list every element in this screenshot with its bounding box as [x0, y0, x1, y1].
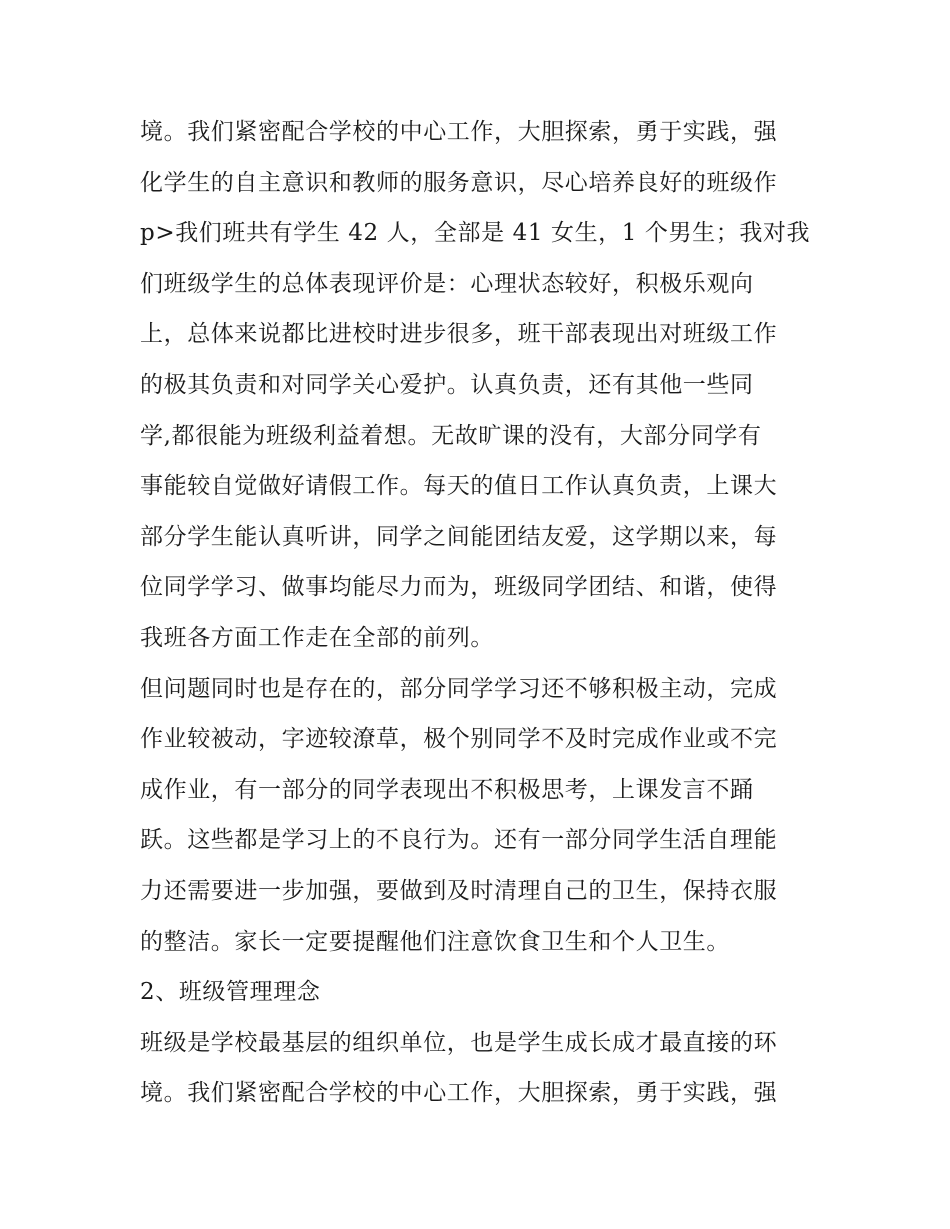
text-line: 的极其负责和对同学关心爱护。认真负责，还有其他一些同: [140, 371, 754, 398]
text-line: 成作业，有一部分的同学表现出不积极思考，上课发言不踊: [140, 776, 754, 803]
text-line: 的整洁。家长一定要提醒他们注意饮食卫生和个人卫生。: [140, 928, 730, 955]
text-line: 境。我们紧密配合学校的中心工作，大胆探索，勇于实践，强: [140, 119, 778, 145]
text-line: 力还需要进一步加强，要做到及时清理自己的卫生，保持衣服: [140, 877, 778, 904]
text-line: 部分学生能认真听讲，同学之间能团结友爱，这学期以来，每: [140, 523, 778, 550]
text-line: 境。我们紧密配合学校的中心工作，大胆探索，勇于实践，强: [140, 1080, 778, 1107]
section-heading: 2、班级管理理念: [140, 979, 321, 1006]
text-line: 位同学学习、做事均能尽力而为，班级同学团结、和谐，使得: [140, 574, 778, 601]
text-line: 化学生的自主意识和教师的服务意识，尽心培养良好的班级作: [140, 169, 778, 196]
text-line: 学,都很能为班级利益着想。无故旷课的没有，大部分同学有: [140, 422, 762, 449]
document-body: [140, 107, 812, 1119]
text-line: 但问题同时也是存在的，部分同学学习还不够积极主动，完成: [140, 675, 778, 702]
text-line: 跃。这些都是学习上的不良行为。还有一部分同学生活自理能: [140, 827, 778, 854]
text-line: 事能较自觉做好请假工作。每天的值日工作认真负责，上课大: [140, 473, 778, 500]
text-line: 上，总体来说都比进校时进步很多，班干部表现出对班级工作: [140, 321, 778, 348]
text-line: p>我们班共有学生 42 人，全部是 41 女生，1 个男生；我对我: [140, 220, 811, 247]
text-line: 们班级学生的总体表现评价是：心理状态较好，积极乐观向: [140, 270, 754, 297]
text-line: 我班各方面工作走在全部的前列。: [140, 624, 494, 651]
text-line: 班级是学校最基层的组织单位，也是学生成长成才最直接的环: [140, 1029, 778, 1056]
text-line: 作业较被动，字迹较潦草，极个别同学不及时完成作业或不完: [140, 726, 778, 753]
